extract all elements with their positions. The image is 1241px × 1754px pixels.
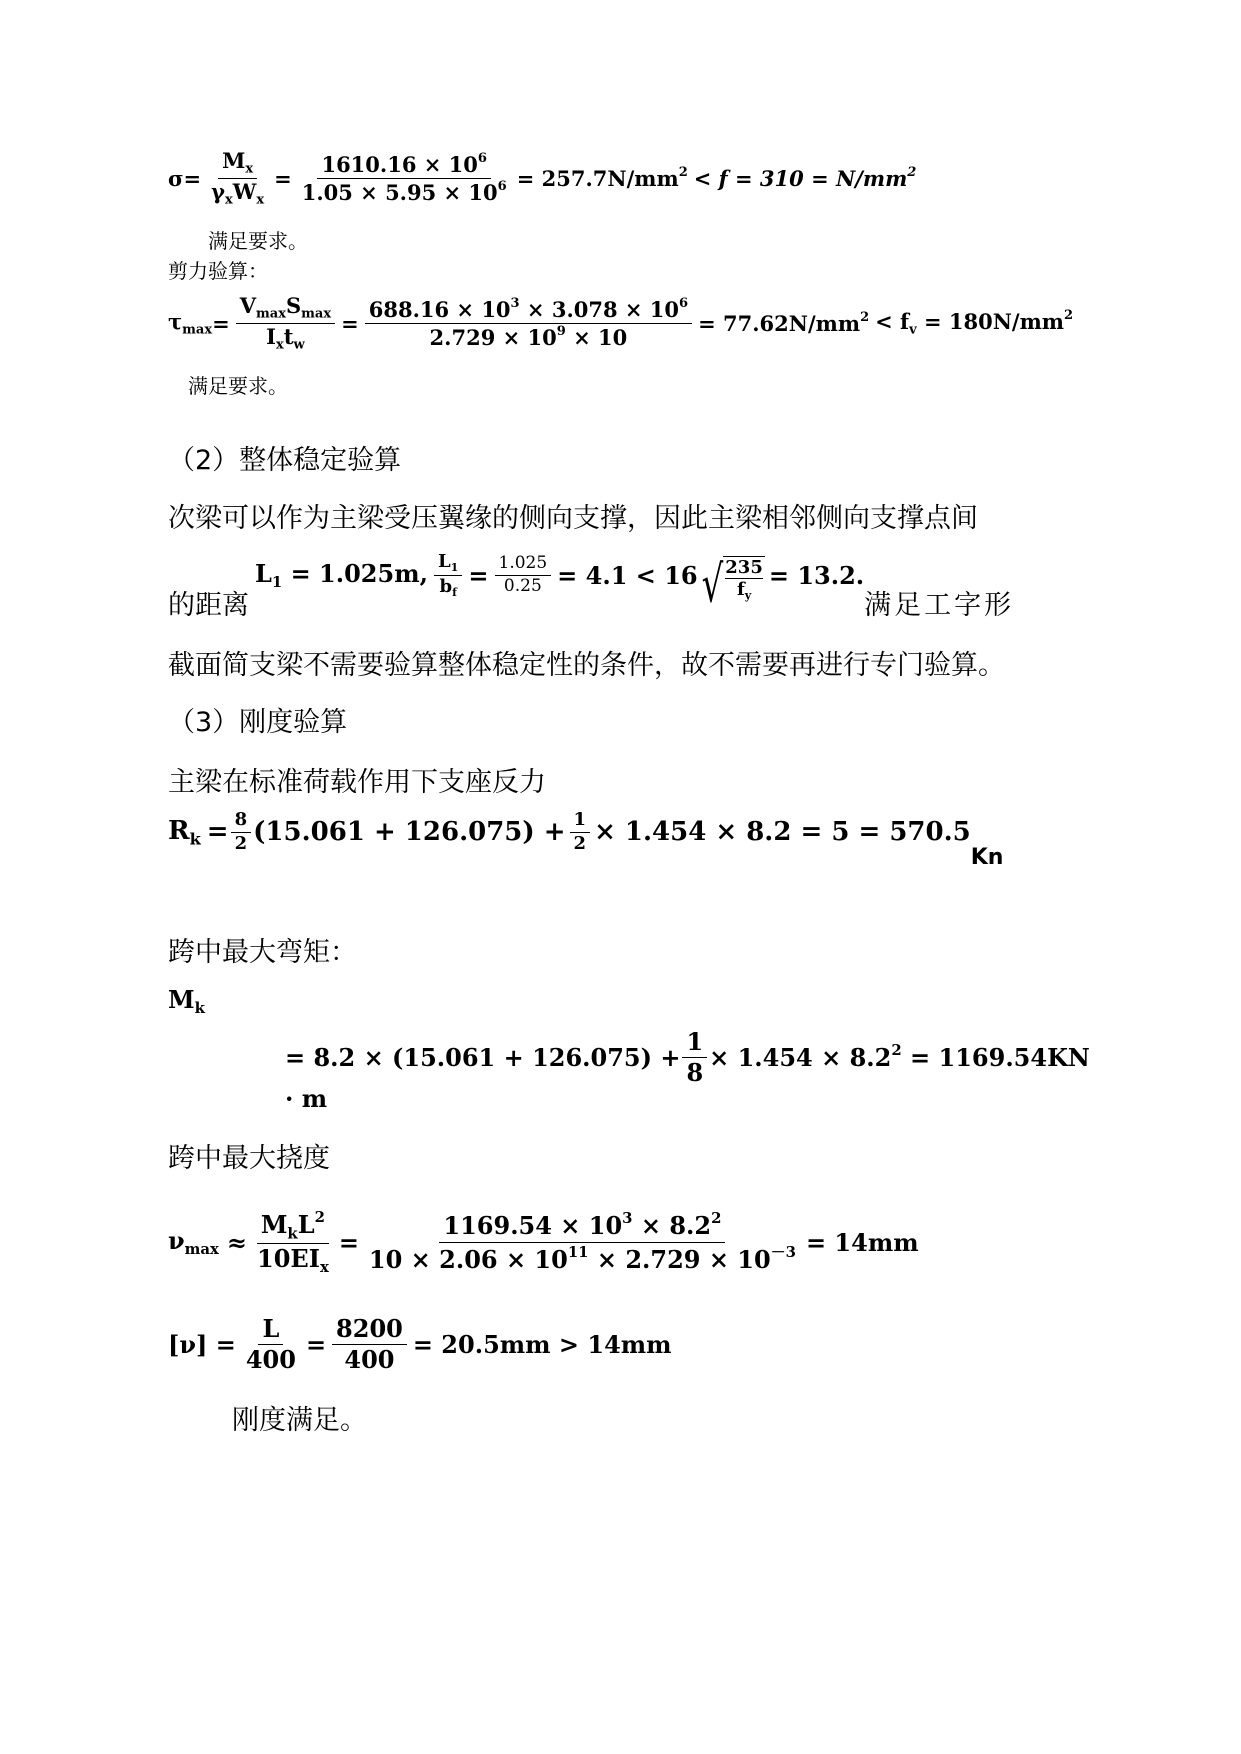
deflection-limit-formula: [ν] = $\frac{L}{400}$ = $\frac{8200}{400}$ = 20.5mm > 14mm (168, 1313, 672, 1374)
deflection-text: 跨中最大挠度 (168, 1143, 330, 1174)
bending-formula: σ = $\frac{M_x}{\gamma_xW_x}$ = $\frac{1610.16 \times 10^6}{1.05 \times 5.95 \times 10^6}$ = $257.7N/mm^2$ < $f = 310 = N/mm^2$ (168, 147, 917, 208)
moment-formula: = 8.2 × (15.061 + 126.075) + $\frac{1}{8}$ × $1.454 \times 8.2^2 = 1169.54KN$ (285, 1026, 1090, 1087)
limit-result: = 20.5mm > 14mm (412, 1329, 672, 1359)
reaction-fraction-2: $\frac{1}{2}$ (570, 809, 591, 855)
bending-fraction-2: $\frac{1610.16 \times 10^6}{1.05 \times 5.95 \times 10^6}$ (301, 150, 507, 205)
stability-para-3: 截面简支梁不需要验算整体稳定性的条件，故不需要再进行专门验算。 (168, 650, 1005, 681)
shear-fraction-1: $\frac{V_{max}S_{max}}{I_xt_w}$ (236, 293, 335, 354)
deflection-fraction-2: $\frac{1169.54 \times 10^3 \times 8.2^2}{10 \times 2.06 \times 10^{11} \times 2.729 \times 10^{-3}}$ (368, 1209, 796, 1274)
deflection-fraction-1: $\frac{M_kL^2}{10EI_x}$ (257, 1207, 329, 1276)
moment-text: 跨中最大弯矩： (168, 937, 357, 968)
bending-fraction-1: $\frac{M_x}{\gamma_xW_x}$ (211, 147, 265, 208)
bending-result: = $257.7N/mm^2$ (516, 165, 688, 191)
stability-l1: $L_1 = 1.025m$, (255, 558, 428, 592)
stability-sqrt: √ 235 $f_y$ (701, 555, 763, 616)
shear-formula: $\tau_{max}$ = $\frac{V_{max}S_{max}}{I_xt_w}$ = $\frac{688.16 \times 10^3 \times 3.078 \times 10^6}{2.729 \times 10^9 \times 10}$ = $77.62N/mm^2$ < $f_v = 180N/mm^2$ (168, 292, 1074, 353)
stability-ratio-fraction: $\frac{L_1}{b_f}$ (434, 551, 462, 600)
shear-lhs: $\tau_{max}$ (168, 308, 213, 338)
deflection-formula: $\nu_{max}$ ≈ $\frac{M_kL^2}{10EI_x}$ = $\frac{1169.54 \times 10^3 \times 8.2^2}{10 \times 2.06 \times 10^{11} \times 2.729 \times 10^{-3}}$ = 14mm (168, 1207, 919, 1276)
stability-para-2-suffix: 满足工字形 (864, 590, 1015, 621)
stability-heading: （2）整体稳定验算 (168, 445, 402, 476)
reaction-unit: Kn (970, 845, 1004, 870)
stability-compare: = 4.1 < 16 (557, 560, 698, 590)
bending-note: 满足要求。 (208, 229, 308, 253)
stability-para-2: 的距离 $L_1 = 1.025m$, $\frac{L_1}{b_f}$ = $\frac{1.025}{0.25}$ = 4.1 < 16 √ 235 $f_y$ = 13.2. 满足工字形 (168, 550, 1015, 621)
reaction-text: 主梁在标准荷载作用下支座反力 (168, 767, 546, 798)
shear-fraction-2: $\frac{688.16 \times 10^3 \times 3.078 \times 10^6}{2.729 \times 10^9 \times 10}$ (365, 296, 692, 351)
stiffness-heading: （3）刚度验算 (168, 707, 348, 738)
shear-result: = $77.62N/mm^2$ (698, 310, 870, 336)
limit-fraction-1: $\frac{L}{400}$ (245, 1313, 296, 1374)
stability-para-1: 次梁可以作为主梁受压翼缘的侧向支撑，因此主梁相邻侧向支撑点间 (168, 503, 978, 534)
bending-lhs: σ (168, 165, 184, 191)
stability-result: = 13.2. (768, 560, 865, 590)
shear-heading: 剪力验算： (168, 259, 268, 283)
reaction-fraction-1: $\frac{8}{2}$ (231, 809, 252, 855)
reaction-formula: $R_k$ = $\frac{8}{2}$ (15.061 + 126.075) + $\frac{1}{2}$ × 1.454 × 8.2 = 5 = 570.5 Kn (168, 809, 1004, 870)
bending-compare: < $f = 310 = N/mm^2$ (693, 165, 917, 191)
deflection-result: = 14mm (805, 1227, 919, 1257)
shear-note: 满足要求。 (188, 374, 288, 398)
stiffness-conclusion: 刚度满足。 (232, 1405, 367, 1436)
shear-compare: < $f_v = 180N/mm^2$ (875, 308, 1074, 338)
stability-para-2-prefix: 的距离 (168, 590, 249, 621)
moment-unit: · m (285, 1084, 328, 1113)
moment-lhs: $M_k$ (168, 985, 205, 1018)
stability-value-fraction: $\frac{1.025}{0.25}$ (495, 553, 552, 597)
limit-fraction-2: $\frac{8200}{400}$ (332, 1314, 407, 1375)
moment-fraction: $\frac{1}{8}$ (682, 1027, 707, 1088)
